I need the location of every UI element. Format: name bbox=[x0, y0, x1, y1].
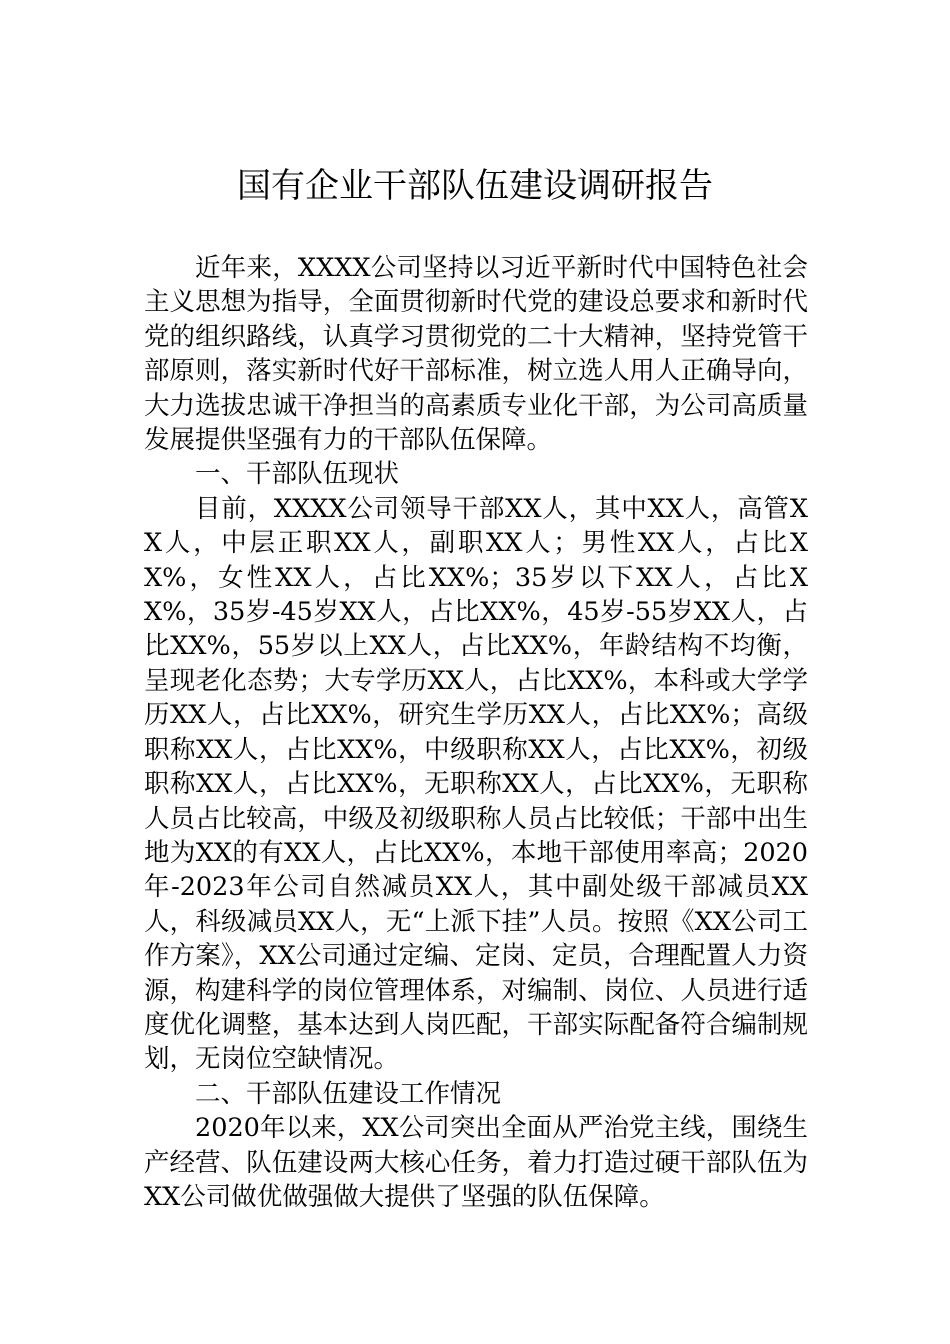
section-heading-2: 二、干部队伍建设工作情况 bbox=[195, 1078, 502, 1109]
intro-paragraph: 近年来，XXXX公司坚持以习近平新时代中国特色社会主义思想为指导，全面贯彻新时代党的建设总要求和新时代党的组织路线，认真学习贯彻党的二十大精神，坚持党管干部原则，落实新时代好干部标准，树立选人用人正确导向，大力选拔忠诚干净担当的高素质专业化干部，为公司高质量发展提供坚强有力的干部队伍保障。 bbox=[144, 253, 808, 456]
work-paragraph: 2020年以来，XX公司突出全面从严治党主线，围绕生产经营、队伍建设两大核心任务，着力打造过硬干部队伍为XX公司做优做强做大提供了坚强的队伍保障。 bbox=[144, 1113, 808, 1212]
section-heading-1: 一、干部队伍现状 bbox=[195, 459, 400, 490]
document-body bbox=[144, 251, 808, 1214]
status-paragraph: 目前，XXXX公司领导干部XX人，其中XX人，高管XX人，中层正职XX人，副职XX人；男性XX人，占比XX%，女性XX人，占比XX%；35岁以下XX人，占比XX%，35岁-45岁XX人，占比XX%，45岁-55岁XX人，占比XX%，55岁以上XX人，占比XX%，年龄结构不均衡，呈现老化态势；大专学历XX人，占比XX%，本科或大学学历XX人，占比XX%，研究生学历XX人，占比XX%；高级职称XX人，占比XX%，中级职称XX人，占比XX%，初级职称XX人，占比XX%，无职称XX人，占比XX%，无职称人员占比较高，中级及初级职称人员占比较低；干部中出生地为XX的有XX人，占比XX%，本地干部使用率高；2020年-2023年公司自然减员XX人，其中副处级干部减员XX人，科级减员XX人，无“上派下挂”人员。按照《XX公司工作方案》，XX公司通过定编、定岗、定员，合理配置人力资源，构建科学的岗位管理体系，对编制、岗位、人员进行适度优化调整，基本达到人岗匹配，干部实际配备符合编制规划，无岗位空缺情况。 bbox=[144, 493, 808, 1075]
document-title: 国有企业干部队伍建设调研报告 bbox=[237, 166, 713, 206]
